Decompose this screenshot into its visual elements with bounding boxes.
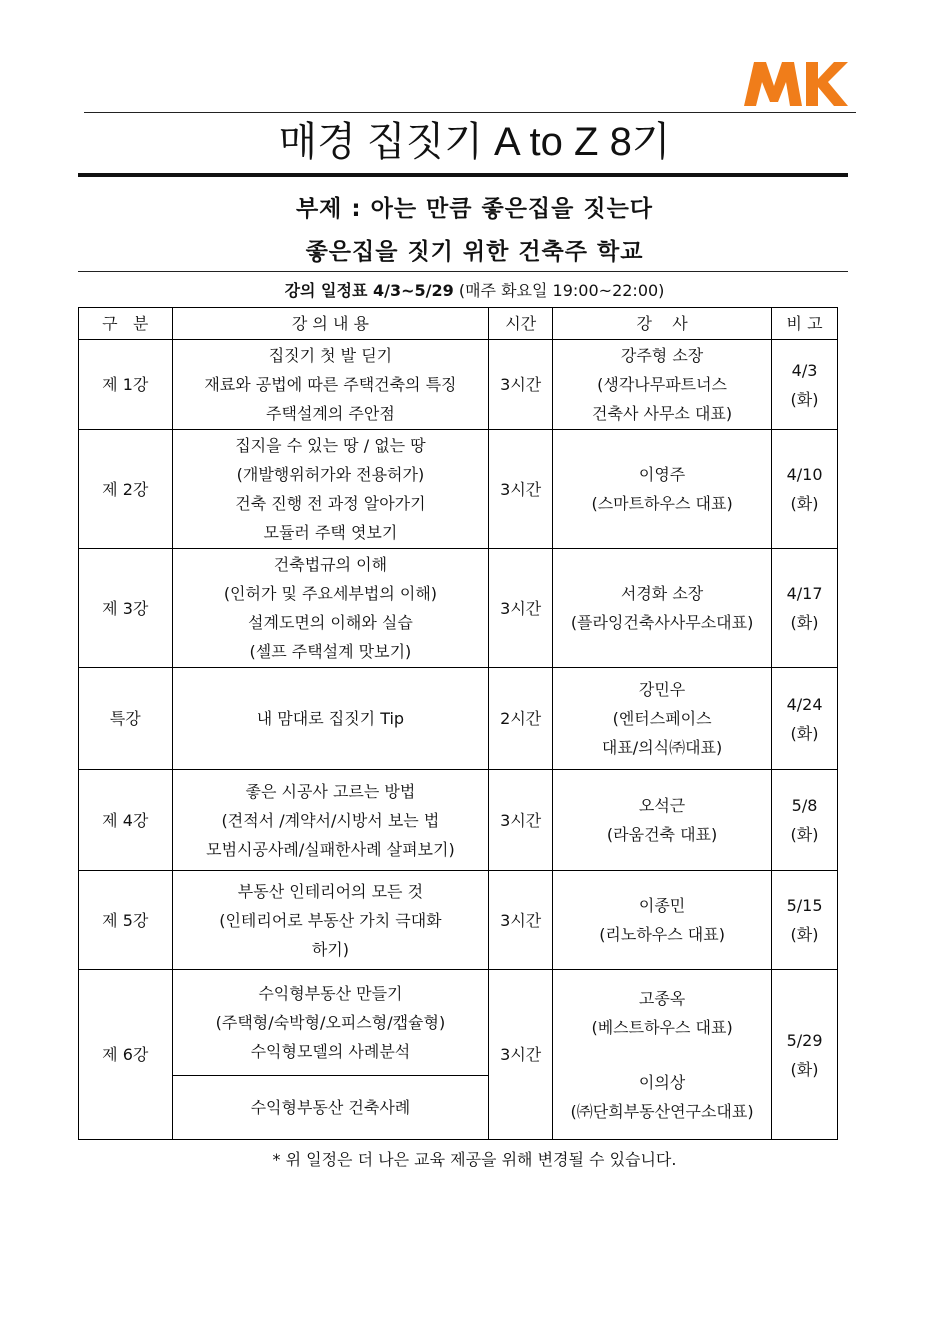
row-note bbox=[772, 770, 838, 871]
content-line: 집짓기 첫 발 딛기 bbox=[268, 346, 393, 365]
lecturer-line: 이영주 bbox=[638, 465, 686, 484]
lecturer-line: (생각나무파트너스 bbox=[597, 375, 728, 394]
note-date: 4/17 bbox=[786, 584, 823, 603]
content-line: 수익형모델의 사례분석 bbox=[250, 1042, 411, 1061]
page-title: 매경 집짓기 A to Z 8기 bbox=[278, 120, 671, 164]
row-content bbox=[172, 871, 489, 970]
header-category: 구 분 bbox=[79, 308, 173, 340]
content-line: 집지을 수 있는 땅 / 없는 땅 bbox=[235, 436, 426, 455]
lecturer-line: 고종옥 bbox=[638, 988, 686, 1008]
content-line: 설계도면의 이해와 실습 bbox=[248, 613, 413, 632]
row-content bbox=[172, 430, 489, 549]
row-time: 3시간 bbox=[489, 430, 553, 549]
row-time: 3시간 bbox=[489, 549, 553, 668]
row-content bbox=[172, 549, 489, 668]
row-category: 제 4강 bbox=[79, 770, 173, 871]
subtitle-1: 부제 : 아는 만큼 좋은집을 짓는다 bbox=[295, 196, 654, 222]
row-lecturer bbox=[553, 770, 772, 871]
table-row bbox=[79, 430, 838, 549]
content-line: 수익형부동산 건축사례 bbox=[250, 1098, 411, 1117]
footnote: * 위 일정은 더 나은 교육 제공을 위해 변경될 수 있습니다. bbox=[272, 1150, 677, 1169]
lecturer-line: 대표/의식㈜대표) bbox=[601, 738, 723, 757]
mk-logo bbox=[744, 60, 848, 108]
note-date: 5/29 bbox=[786, 1030, 823, 1050]
row-time: 3시간 bbox=[489, 871, 553, 970]
lecturer-line: 강주형 소장 bbox=[620, 346, 704, 365]
note-day: (화) bbox=[790, 613, 819, 632]
lecturer-line: 이의상 bbox=[638, 1072, 686, 1092]
content-line: 재료와 공법에 따른 주택건축의 특징 bbox=[204, 375, 457, 394]
lecturer-spacer bbox=[557, 1042, 767, 1068]
row-time: 3시간 bbox=[489, 340, 553, 430]
note-day: (화) bbox=[790, 925, 819, 944]
content-line: 건축 진행 전 과정 알아가기 bbox=[235, 494, 426, 513]
row-category: 제 3강 bbox=[79, 549, 173, 668]
row-lecturer bbox=[553, 668, 772, 770]
lecturer-line: 이종민 bbox=[638, 896, 686, 915]
subtitle-2: 좋은집을 짓기 위한 건축주 학교 bbox=[305, 239, 644, 265]
lecturer-line: (스마트하우스 대표) bbox=[591, 494, 733, 513]
table-row bbox=[79, 770, 838, 871]
lecturer-line: (㈜단희부동산연구소대표) bbox=[570, 1101, 754, 1121]
lecturer-line: 건축사 사무소 대표) bbox=[592, 404, 733, 423]
note-date: 4/10 bbox=[786, 465, 823, 484]
header-note: 비 고 bbox=[772, 308, 838, 340]
row-note bbox=[772, 549, 838, 668]
lecturer-line: 오석근 bbox=[638, 796, 686, 815]
lecturer-line: (리노하우스 대표) bbox=[599, 925, 725, 944]
content-line: 모범시공사례/실패한사례 살펴보기) bbox=[206, 839, 455, 859]
row-content bbox=[172, 970, 489, 1076]
row-note bbox=[772, 668, 838, 770]
row-lecturer bbox=[553, 970, 772, 1140]
header-content: 강 의 내 용 bbox=[172, 308, 489, 340]
schedule-label: 강의 일정표 4/3~5/29 bbox=[284, 281, 454, 300]
table-header-row bbox=[79, 308, 838, 340]
note-day: (화) bbox=[790, 494, 819, 513]
row-note bbox=[772, 340, 838, 430]
row-category: 특강 bbox=[79, 668, 173, 770]
table-row bbox=[79, 668, 838, 770]
row-lecturer bbox=[553, 340, 772, 430]
row-category: 제 6강 bbox=[79, 970, 173, 1140]
row-note bbox=[772, 970, 838, 1140]
note-date: 5/8 bbox=[791, 796, 818, 815]
row-time: 3시간 bbox=[489, 770, 553, 871]
note-day: (화) bbox=[790, 1059, 819, 1079]
lecture-schedule-table bbox=[78, 307, 838, 1140]
note-day: (화) bbox=[790, 723, 819, 743]
content-line: (견적서 /계약서/시방서 보는 법 bbox=[221, 810, 440, 830]
title-rule bbox=[78, 173, 848, 177]
lecturer-line: (플라잉건축사사무소대표) bbox=[570, 613, 754, 632]
row-content bbox=[172, 668, 489, 770]
content-line: (인허가 및 주요세부법의 이해) bbox=[223, 584, 438, 603]
row-note bbox=[772, 430, 838, 549]
lecturer-line: (라움건축 대표) bbox=[606, 825, 718, 844]
row-category: 제 2강 bbox=[79, 430, 173, 549]
content-line: 모듈러 주택 엿보기 bbox=[263, 523, 398, 542]
lecturer-line: (베스트하우스 대표) bbox=[591, 1017, 733, 1037]
table-row bbox=[79, 970, 838, 1076]
header-time: 시간 bbox=[489, 308, 553, 340]
content-line: (주택형/숙박형/오피스형/캡슐형) bbox=[215, 1013, 446, 1032]
content-line: 부동산 인테리어의 모든 것 bbox=[237, 881, 424, 901]
row-content bbox=[172, 340, 489, 430]
header-lecturer: 강 사 bbox=[553, 308, 772, 340]
lecturer-line: 서경화 소장 bbox=[620, 584, 704, 603]
row-note bbox=[772, 871, 838, 970]
row-category: 제 1강 bbox=[79, 340, 173, 430]
content-line: 건축법규의 이해 bbox=[273, 555, 388, 574]
row-lecturer bbox=[553, 430, 772, 549]
row-content bbox=[172, 1076, 489, 1140]
note-date: 4/3 bbox=[791, 360, 818, 380]
content-line: 내 맘대로 집짓기 Tip bbox=[256, 709, 405, 728]
schedule-heading bbox=[0, 280, 949, 302]
note-date: 5/15 bbox=[786, 896, 823, 915]
content-line: (인테리어로 부동산 가치 극대화 bbox=[219, 910, 442, 930]
row-lecturer bbox=[553, 871, 772, 970]
row-time: 2시간 bbox=[489, 668, 553, 770]
note-day: (화) bbox=[790, 825, 819, 844]
subtitle-rule bbox=[78, 271, 848, 272]
schedule-time: (매주 화요일 19:00~22:00) bbox=[458, 281, 665, 300]
table-row bbox=[79, 549, 838, 668]
content-line: 주택설계의 주안점 bbox=[266, 404, 395, 423]
table-row bbox=[79, 340, 838, 430]
note-day: (화) bbox=[790, 389, 819, 409]
content-line: 수익형부동산 만들기 bbox=[258, 984, 403, 1003]
row-category: 제 5강 bbox=[79, 871, 173, 970]
content-line: 하기) bbox=[311, 939, 349, 959]
content-line: (셀프 주택설계 맛보기) bbox=[249, 642, 412, 661]
row-content bbox=[172, 770, 489, 871]
row-time: 3시간 bbox=[489, 970, 553, 1140]
lecturer-line: (엔터스페이스 bbox=[612, 709, 712, 728]
content-line: 좋은 시공사 고르는 방법 bbox=[245, 781, 416, 801]
lecturer-line: 강민우 bbox=[638, 680, 686, 699]
row-lecturer bbox=[553, 549, 772, 668]
table-row bbox=[79, 871, 838, 970]
content-line: (개발행위허가와 전용허가) bbox=[236, 465, 425, 484]
note-date: 4/24 bbox=[786, 694, 823, 714]
